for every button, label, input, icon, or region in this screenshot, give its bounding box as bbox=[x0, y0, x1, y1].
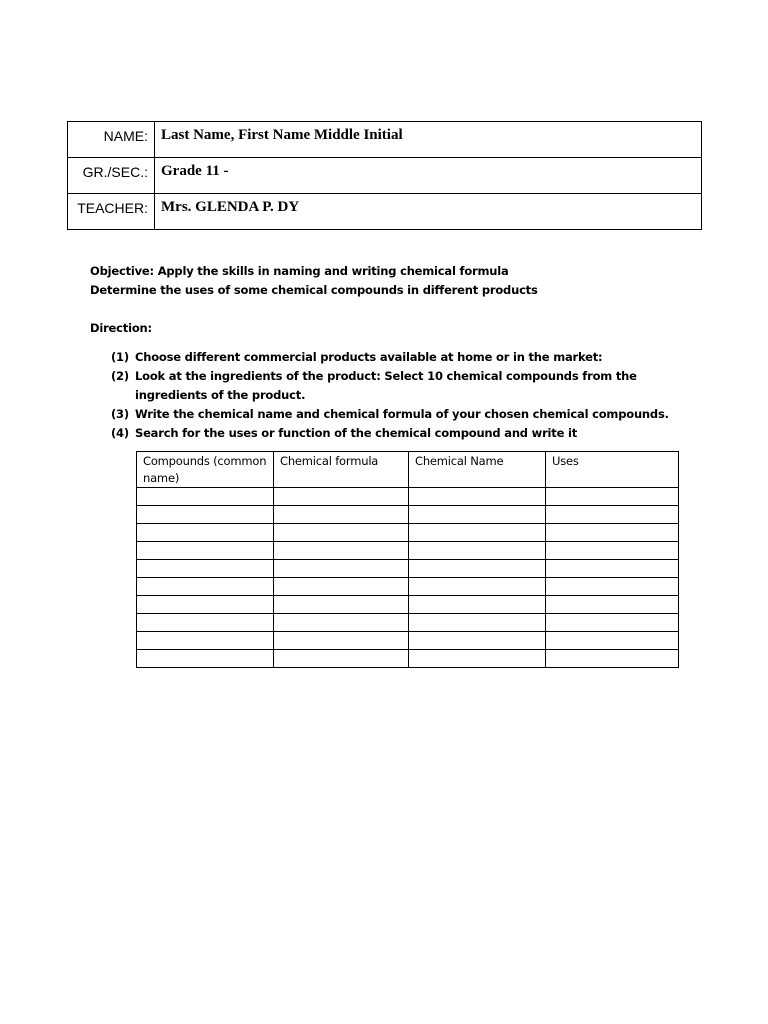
direction-step bbox=[90, 367, 690, 405]
table-cell[interactable] bbox=[137, 650, 274, 668]
table-cell[interactable] bbox=[274, 578, 409, 596]
table-row bbox=[137, 488, 679, 506]
table-cell[interactable] bbox=[409, 506, 546, 524]
table-cell[interactable] bbox=[409, 596, 546, 614]
table-cell[interactable] bbox=[409, 650, 546, 668]
objective-line: Objective: Apply the skills in naming and writing chemical formula bbox=[90, 264, 509, 278]
column-header-chemical-name: Chemical Name bbox=[409, 452, 546, 488]
table-cell[interactable] bbox=[546, 560, 679, 578]
column-header-uses: Uses bbox=[546, 452, 679, 488]
teacher-row bbox=[68, 194, 702, 230]
table-cell[interactable] bbox=[409, 560, 546, 578]
name-value: Last Name, First Name Middle Initial bbox=[155, 122, 702, 158]
table-header-row bbox=[137, 452, 679, 488]
table-cell[interactable] bbox=[137, 524, 274, 542]
table-cell[interactable] bbox=[137, 560, 274, 578]
table-cell[interactable] bbox=[409, 524, 546, 542]
compound-table bbox=[136, 451, 679, 668]
table-cell[interactable] bbox=[274, 542, 409, 560]
table-cell[interactable] bbox=[409, 542, 546, 560]
step-number: (2) bbox=[111, 369, 129, 383]
table-cell[interactable] bbox=[274, 524, 409, 542]
direction-step bbox=[90, 424, 690, 443]
teacher-value: Mrs. GLENDA P. DY bbox=[155, 194, 702, 230]
table-cell[interactable] bbox=[274, 488, 409, 506]
column-header-chemical-formula: Chemical formula bbox=[274, 452, 409, 488]
table-cell[interactable] bbox=[137, 506, 274, 524]
table-row bbox=[137, 650, 679, 668]
table-cell[interactable] bbox=[546, 614, 679, 632]
table-row bbox=[137, 506, 679, 524]
table-cell[interactable] bbox=[274, 560, 409, 578]
table-cell[interactable] bbox=[137, 542, 274, 560]
table-cell[interactable] bbox=[546, 506, 679, 524]
step-number: (3) bbox=[111, 407, 129, 421]
table-cell[interactable] bbox=[274, 596, 409, 614]
table-cell[interactable] bbox=[137, 578, 274, 596]
table-cell[interactable] bbox=[274, 506, 409, 524]
table-cell[interactable] bbox=[546, 632, 679, 650]
table-cell[interactable] bbox=[137, 596, 274, 614]
section-value: Grade 11 - bbox=[155, 158, 702, 194]
step-text: Look at the ingredients of the product: Select 10 chemical compounds from the ingredients of the product. bbox=[135, 369, 637, 402]
objective-line: Determine the uses of some chemical compounds in different products bbox=[90, 283, 538, 297]
table-cell[interactable] bbox=[137, 614, 274, 632]
direction-label: Direction: bbox=[90, 321, 152, 335]
table-cell[interactable] bbox=[274, 650, 409, 668]
compound-table-body bbox=[137, 488, 679, 668]
teacher-label: TEACHER: bbox=[68, 194, 155, 230]
table-row bbox=[137, 542, 679, 560]
section-label: GR./SEC.: bbox=[68, 158, 155, 194]
table-cell[interactable] bbox=[137, 488, 274, 506]
table-row bbox=[137, 560, 679, 578]
table-row bbox=[137, 578, 679, 596]
step-text: Choose different commercial products available at home or in the market: bbox=[135, 350, 603, 364]
table-cell[interactable] bbox=[409, 614, 546, 632]
table-cell[interactable] bbox=[546, 650, 679, 668]
table-cell[interactable] bbox=[546, 596, 679, 614]
table-cell[interactable] bbox=[409, 578, 546, 596]
column-header-compounds: Compounds (common name) bbox=[137, 452, 274, 488]
table-cell[interactable] bbox=[546, 524, 679, 542]
table-cell[interactable] bbox=[274, 614, 409, 632]
table-row bbox=[137, 524, 679, 542]
direction-step bbox=[90, 405, 690, 424]
table-row bbox=[137, 632, 679, 650]
student-info-table bbox=[67, 121, 702, 230]
table-cell[interactable] bbox=[546, 578, 679, 596]
step-text: Search for the uses or function of the chemical compound and write it bbox=[135, 426, 578, 440]
step-number: (4) bbox=[111, 426, 129, 440]
table-cell[interactable] bbox=[274, 632, 409, 650]
table-cell[interactable] bbox=[546, 488, 679, 506]
table-cell[interactable] bbox=[409, 488, 546, 506]
table-row bbox=[137, 596, 679, 614]
direction-step bbox=[90, 348, 690, 367]
step-text: Write the chemical name and chemical formula of your chosen chemical compounds. bbox=[135, 407, 669, 421]
table-row bbox=[137, 614, 679, 632]
name-row bbox=[68, 122, 702, 158]
step-number: (1) bbox=[111, 350, 129, 364]
section-row bbox=[68, 158, 702, 194]
instructions bbox=[90, 262, 690, 443]
table-cell[interactable] bbox=[409, 632, 546, 650]
direction-steps bbox=[90, 348, 690, 443]
table-cell[interactable] bbox=[137, 632, 274, 650]
table-cell[interactable] bbox=[546, 542, 679, 560]
name-label: NAME: bbox=[68, 122, 155, 158]
